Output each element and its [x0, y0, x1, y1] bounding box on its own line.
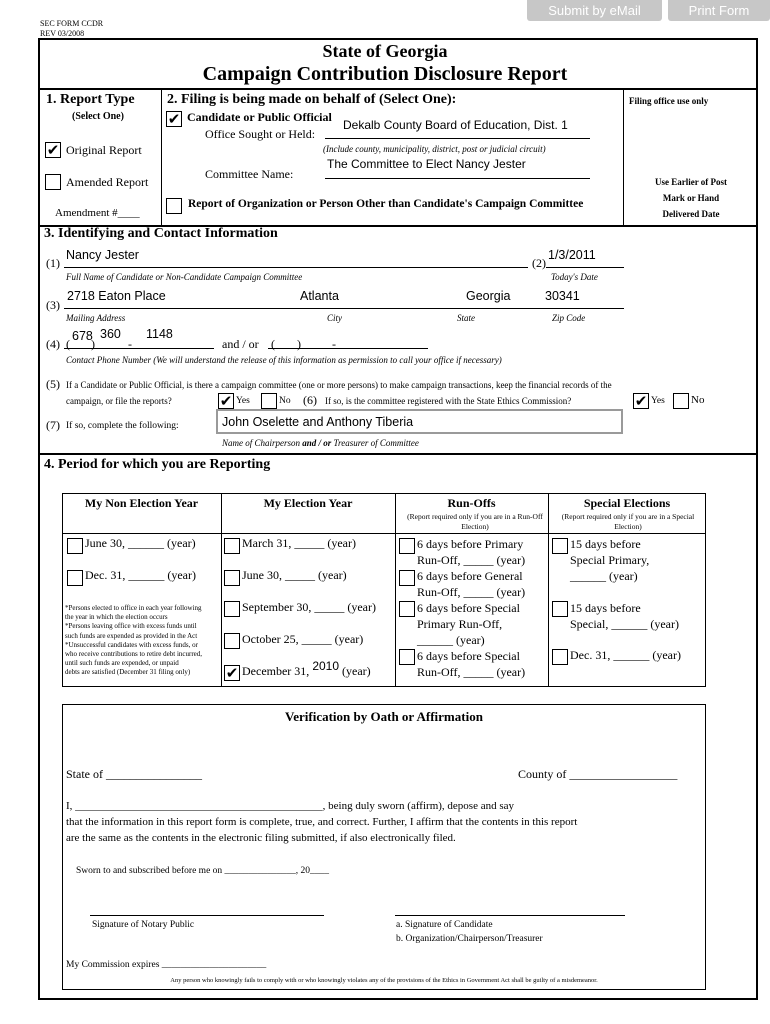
- runoff-general-checkbox[interactable]: [399, 570, 415, 586]
- penalty-notice: Any person who knowingly fails to comply with or who knowingly violates any of the provisions of the Ethics in Government Act shall be guilty of a misdemeanor.: [170, 977, 598, 984]
- ne-june-label: June 30, ______ (year): [85, 536, 196, 550]
- todays-date-input[interactable]: 1/3/2011: [548, 248, 596, 262]
- runoff-special-checkbox[interactable]: [399, 649, 415, 665]
- q5-text: If a Candidate or Public Official, is there a campaign committee (one or more persons) to make campaign transactions, keep the financial records of the: [66, 380, 612, 390]
- signature-b-caption: b. Organization/Chairperson/Treasurer: [396, 934, 543, 944]
- submit-by-email-button[interactable]: Submit by eMail: [527, 0, 662, 21]
- special-dec-checkbox[interactable]: [552, 649, 568, 665]
- chairperson-value: John Oselette and Anthony Tiberia: [222, 415, 414, 429]
- ey-march-checkbox[interactable]: [224, 538, 240, 554]
- area-code-input[interactable]: 678: [72, 329, 93, 343]
- alt-phone-input[interactable]: [268, 348, 428, 349]
- q5-yes-label: Yes: [236, 396, 250, 406]
- committee-input[interactable]: The Committee to Elect Nancy Jester: [327, 157, 526, 171]
- and-or-label: and / or: [222, 337, 259, 351]
- q6-no-checkbox[interactable]: [673, 393, 689, 409]
- ey-dec-year-input[interactable]: 2010: [312, 659, 340, 673]
- q6-yes-checkbox[interactable]: ✔: [634, 392, 648, 410]
- city-input[interactable]: Atlanta: [300, 289, 339, 303]
- phone2-paren: ): [297, 337, 301, 351]
- page-title: Campaign Contribution Disclosure Report: [202, 63, 568, 85]
- col-special: Special Elections: [583, 496, 671, 510]
- q7-text: If so, complete the following:: [66, 421, 179, 431]
- original-report-label: Original Report: [66, 143, 142, 157]
- ey-june-label: June 30, _____ (year): [242, 568, 347, 582]
- col-runoffs: Run-Offs: [447, 496, 496, 510]
- special-primary-label: 15 days before Special Primary, ______ (year): [570, 537, 650, 583]
- committee-label: Committee Name:: [205, 167, 294, 181]
- section1-title: 1. Report Type: [46, 92, 135, 107]
- state-input[interactable]: Georgia: [466, 289, 511, 303]
- runoff-general-label: 6 days before General Run-Off, _____ (year): [417, 569, 526, 599]
- phone-caption: Contact Phone Number (We will understand the release of this information as permission to call your office if necessary): [66, 355, 502, 365]
- special-election-label: 15 days before Special, ______ (year): [570, 601, 679, 631]
- oath-line1: I, _____________________________________________, being duly sworn (affirm), depose and say: [66, 800, 514, 812]
- todays-date-caption: Today's Date: [551, 272, 598, 282]
- ey-march-label: March 31, _____ (year): [242, 536, 356, 550]
- phone-dash: -: [128, 337, 132, 351]
- zip-caption: Zip Code: [552, 313, 586, 323]
- phone-line-input[interactable]: 1148: [146, 327, 173, 341]
- commission-expires: My Commission expires ______________________: [66, 960, 267, 970]
- ne-june-checkbox[interactable]: [67, 538, 83, 554]
- special-note: (Report required only if you are in a Special Election): [561, 512, 695, 531]
- notary-caption: Signature of Notary Public: [92, 920, 195, 930]
- phone-paren: (: [66, 337, 70, 351]
- original-report-checkbox[interactable]: ✔: [46, 141, 60, 159]
- state-caption: State: [457, 313, 475, 323]
- state-heading: State of Georgia: [322, 41, 448, 61]
- col-election: My Election Year: [263, 496, 353, 510]
- q6-yes-label: Yes: [651, 396, 665, 406]
- oath-line2: that the information in this report form is complete, true, and correct. Further, I affirm that the contents in this report: [66, 816, 578, 828]
- ey-sept-checkbox[interactable]: [224, 601, 240, 617]
- ey-june-checkbox[interactable]: [224, 570, 240, 586]
- city-caption: City: [327, 313, 342, 323]
- ey-oct-label: October 25, _____ (year): [242, 632, 364, 646]
- runoff-special-label: 6 days before Special Run-Off, _____ (year): [417, 649, 526, 679]
- ne-dec-label: Dec. 31, ______ (year): [85, 568, 196, 582]
- q5-text2: campaign, or file the reports?: [66, 396, 172, 406]
- candidate-signature-line[interactable]: [395, 915, 625, 916]
- q5-yes-checkbox[interactable]: ✔: [219, 392, 233, 410]
- office-label: Office Sought or Held:: [205, 127, 316, 141]
- q5-no-label: No: [279, 396, 291, 406]
- mailing-address-caption: Mailing Address: [66, 313, 126, 323]
- item-number: (6): [303, 393, 317, 407]
- other-report-label: Report of Organization or Person Other than Candidate's Campaign Committee: [188, 198, 584, 210]
- print-form-button[interactable]: Print Form: [668, 0, 770, 21]
- runoff-special-primary-checkbox[interactable]: [399, 601, 415, 617]
- ey-oct-checkbox[interactable]: [224, 633, 240, 649]
- section2-title: 2. Filing is being made on behalf of (Select One):: [167, 92, 457, 107]
- special-primary-checkbox[interactable]: [552, 538, 568, 554]
- item-number: (7): [46, 418, 60, 432]
- candidate-label: Candidate or Public Official: [187, 110, 332, 124]
- section3-title: 3. Identifying and Contact Information: [44, 226, 278, 241]
- filing-office-note1: Use Earlier of Post: [654, 177, 728, 187]
- candidate-checkbox[interactable]: ✔: [167, 110, 181, 128]
- item-number: (2): [532, 256, 546, 270]
- chairperson-caption: Name of Chairperson and / or Treasurer of Committee: [222, 438, 419, 448]
- zip-input[interactable]: 30341: [545, 289, 580, 303]
- verification-box: [62, 704, 706, 990]
- other-report-checkbox[interactable]: [166, 198, 182, 214]
- section1-select: (Select One): [72, 111, 124, 122]
- item-number: (1): [46, 256, 60, 270]
- q6-text: If so, is the committee registered with the State Ethics Commission?: [325, 396, 572, 406]
- state-of-field: State of ________________: [66, 767, 202, 781]
- ey-dec-checkbox[interactable]: ✔: [225, 664, 239, 682]
- ey-dec-label: December 31, 2010 (year): [242, 659, 371, 678]
- ne-dec-checkbox[interactable]: [67, 570, 83, 586]
- special-election-checkbox[interactable]: [552, 601, 568, 617]
- runoffs-note: (Report required only if you are in a Run-Off Election): [407, 512, 543, 531]
- ey-sept-label: September 30, _____ (year): [242, 600, 376, 614]
- filing-office-note3: Delivered Date: [662, 209, 720, 219]
- office-hint: (Include county, municipality, district, post or judicial circuit): [323, 144, 546, 154]
- phone-paren: ): [91, 337, 95, 351]
- col-non-election: My Non Election Year: [84, 496, 199, 510]
- street-input[interactable]: 2718 Eaton Place: [67, 289, 166, 303]
- office-input[interactable]: Dekalb County Board of Education, Dist. 1: [343, 118, 568, 132]
- item-number: (4): [46, 337, 60, 351]
- runoff-primary-checkbox[interactable]: [399, 538, 415, 554]
- amendment-number: Amendment #____: [55, 207, 140, 219]
- sworn-line: Sworn to and subscribed before me on _______________, 20____: [76, 866, 330, 876]
- oath-line3: are the same as the contents in the electronic filing submitted, if also electronically filed.: [66, 832, 456, 844]
- chairperson-input[interactable]: [216, 409, 623, 434]
- filing-office-title: Filing office use only: [629, 96, 709, 106]
- signature-a-caption: a. Signature of Candidate: [396, 920, 493, 930]
- q5-no-checkbox[interactable]: [261, 393, 277, 409]
- runoff-special-primary-label: 6 days before Special Primary Run-Off, ______ (year): [417, 601, 520, 647]
- filing-office-note2: Mark or Hand: [662, 193, 720, 203]
- phone2-dash: -: [332, 337, 336, 351]
- item-number: (3): [46, 298, 60, 312]
- amended-report-label: Amended Report: [66, 175, 149, 189]
- form-revision: REV 03/2008: [40, 29, 85, 38]
- form-id: SEC FORM CCDR: [40, 19, 104, 28]
- phone-prefix-input[interactable]: 360: [100, 327, 121, 341]
- county-of-field: County of __________________: [518, 767, 678, 781]
- section4-title: 4. Period for which you are Reporting: [44, 457, 271, 472]
- non-election-notes: *Persons elected to office in each year following the year in which the election occurs *Persons leaving office with excess funds until such funds are expended as provided in the Act *Unsuccessful candidates with excess funds, or who receive contributions to retire debt incurred, until such funds are expended, or unpaid debts are satisfied (December 31 filing only): [65, 604, 203, 677]
- item-number: (5): [46, 377, 60, 391]
- verification-title: Verification by Oath or Affirmation: [285, 709, 483, 724]
- candidate-name-caption: Full Name of Candidate or Non-Candidate Campaign Committee: [66, 272, 303, 282]
- q6-no-label: No: [691, 394, 705, 406]
- candidate-name-input[interactable]: Nancy Jester: [66, 248, 139, 262]
- special-dec-label: Dec. 31, ______ (year): [570, 648, 681, 662]
- phone2-paren: (: [271, 337, 275, 351]
- runoff-primary-label: 6 days before Primary Run-Off, _____ (year): [417, 537, 526, 567]
- notary-signature-line[interactable]: [90, 915, 324, 916]
- amended-report-checkbox[interactable]: [45, 174, 61, 190]
